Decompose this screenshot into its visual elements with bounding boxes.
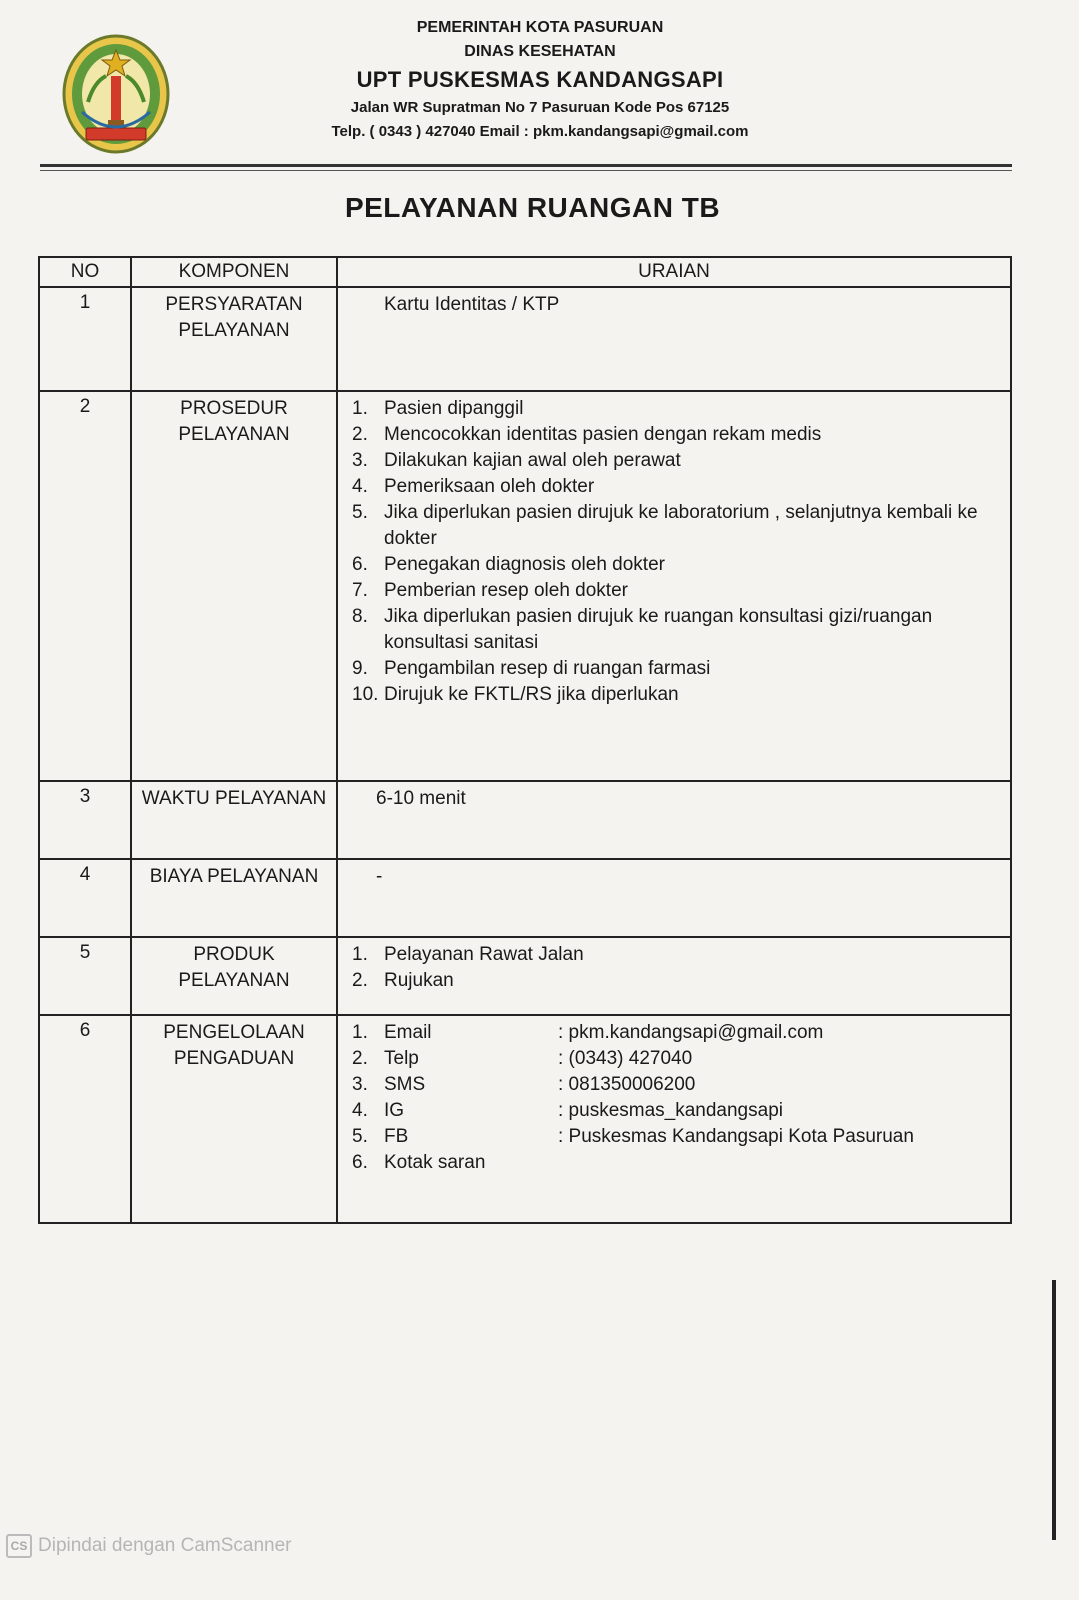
row-komponen: PRODUK PELAYANAN	[131, 937, 337, 1015]
header-no: NO	[39, 257, 131, 287]
row-no: 2	[39, 391, 131, 781]
item-number: 10.	[352, 684, 379, 705]
list-item	[352, 682, 1004, 708]
contact-label: SMS	[384, 1074, 426, 1095]
item-number: 3.	[352, 450, 368, 471]
item-text: Pengambilan resep di ruangan farmasi	[384, 658, 711, 679]
table-row	[39, 859, 1011, 937]
procedure-list	[344, 396, 1004, 708]
city-emblem-logo	[60, 32, 172, 156]
letterhead-divider	[40, 164, 1012, 167]
item-text: Dilakukan kajian awal oleh perawat	[384, 450, 681, 471]
item-number: 8.	[352, 606, 368, 627]
item-text: Pasien dipanggil	[384, 398, 524, 419]
item-number: 4.	[352, 1100, 368, 1121]
row-komponen: PROSEDUR PELAYANAN	[131, 391, 337, 781]
table-header-row	[39, 257, 1011, 287]
address: Jalan WR Supratman No 7 Pasuruan Kode Pos 67125	[350, 99, 730, 116]
item-text: Penegakan diagnosis oleh dokter	[384, 554, 665, 575]
list-item	[352, 1072, 1004, 1098]
letterhead	[260, 16, 820, 144]
contact-value: : pkm.kandangsapi@gmail.com	[558, 1022, 824, 1043]
document-title: PELAYANAN RUANGAN TB	[344, 192, 721, 223]
contact-value	[558, 1150, 1004, 1176]
item-number: 2.	[352, 970, 368, 991]
list-item	[352, 1098, 1004, 1124]
header-komponen: KOMPONEN	[131, 257, 337, 287]
item-text: Jika diperlukan pasien dirujuk ke ruangan konsultasi gizi/ruangan konsultasi sanitasi	[384, 606, 933, 653]
list-item	[352, 396, 1004, 422]
item-text: Dirujuk ke FKTL/RS jika diperlukan	[384, 684, 679, 705]
row-uraian	[337, 859, 1011, 937]
product-list	[344, 942, 1004, 994]
table-row	[39, 937, 1011, 1015]
list-item	[352, 656, 1004, 682]
row-no: 4	[39, 859, 131, 937]
list-item	[352, 1150, 1004, 1176]
item-number: 5.	[352, 502, 368, 523]
list-item	[352, 474, 1004, 500]
list-item	[352, 968, 1004, 994]
item-text: Pemeriksaan oleh dokter	[384, 476, 595, 497]
contact-label: Kotak saran	[384, 1152, 486, 1173]
row-uraian	[337, 781, 1011, 859]
row-komponen: BIAYA PELAYANAN	[131, 859, 337, 937]
table-row	[39, 391, 1011, 781]
item-number: 1.	[352, 398, 368, 419]
list-item	[352, 578, 1004, 604]
contact-label: Email	[384, 1022, 432, 1043]
table-row	[39, 287, 1011, 391]
list-item	[352, 552, 1004, 578]
item-number: 4.	[352, 476, 368, 497]
contact-value: : puskesmas_kandangsapi	[558, 1100, 783, 1121]
item-number: 5.	[352, 1126, 368, 1147]
list-item	[352, 942, 1004, 968]
row-komponen: PERSYARATAN PELAYANAN	[131, 287, 337, 391]
contact-line: Telp. ( 0343 ) 427040 Email : pkm.kandangsapi@gmail.com	[331, 123, 749, 140]
institution-name: UPT PUSKESMAS KANDANGSAPI	[356, 67, 724, 92]
watermark-text: Dipindai dengan CamScanner	[38, 1535, 292, 1556]
item-text: Pemberian resep oleh dokter	[384, 580, 628, 601]
camscanner-icon: CS	[6, 1534, 32, 1558]
row-komponen: WAKTU PELAYANAN	[131, 781, 337, 859]
item-text: Mencocokkan identitas pasien dengan rekam medis	[384, 424, 822, 445]
uraian-text: -	[376, 866, 383, 887]
item-number: 2.	[352, 1048, 368, 1069]
table-row	[39, 1015, 1011, 1223]
item-number: 3.	[352, 1074, 368, 1095]
row-no: 1	[39, 287, 131, 391]
contact-label: FB	[384, 1126, 409, 1147]
list-item	[352, 448, 1004, 474]
contact-value: : Puskesmas Kandangsapi Kota Pasuruan	[558, 1126, 914, 1147]
list-item	[352, 1020, 1004, 1046]
department-name: DINAS KESEHATAN	[464, 43, 616, 60]
item-number: 1.	[352, 944, 368, 965]
row-uraian	[337, 1015, 1011, 1223]
item-number: 2.	[352, 424, 368, 445]
item-number: 6.	[352, 554, 368, 575]
item-number: 9.	[352, 658, 368, 679]
list-item	[352, 1046, 1004, 1072]
list-item	[352, 1124, 1004, 1150]
list-item	[352, 604, 1004, 656]
row-uraian	[337, 287, 1011, 391]
row-no: 5	[39, 937, 131, 1015]
service-table	[38, 256, 1012, 1224]
row-no: 3	[39, 781, 131, 859]
complaint-contacts	[344, 1020, 1004, 1176]
uraian-text: Kartu Identitas / KTP	[384, 294, 560, 315]
table-row	[39, 781, 1011, 859]
row-no: 6	[39, 1015, 131, 1223]
header-uraian: URAIAN	[337, 257, 1011, 287]
list-item	[352, 500, 1004, 552]
uraian-text: 6-10 menit	[376, 788, 466, 809]
list-item	[352, 422, 1004, 448]
row-uraian	[337, 391, 1011, 781]
item-text: Rujukan	[384, 970, 454, 991]
contact-value: : 081350006200	[558, 1074, 696, 1095]
item-number: 1.	[352, 1022, 368, 1043]
row-komponen: PENGELOLAAN PENGADUAN	[131, 1015, 337, 1223]
item-text: Pelayanan Rawat Jalan	[384, 944, 584, 965]
contact-label: IG	[384, 1100, 405, 1121]
row-uraian	[337, 937, 1011, 1015]
letterhead-divider-thin	[40, 170, 1012, 171]
contact-label: Telp	[384, 1048, 419, 1069]
scanner-watermark	[6, 1534, 292, 1558]
item-number: 6.	[352, 1152, 368, 1173]
government-name: PEMERINTAH KOTA PASURUAN	[416, 19, 664, 36]
scan-edge-shadow	[1052, 1280, 1056, 1540]
item-text: Jika diperlukan pasien dirujuk ke laboratorium , selanjutnya kembali ke dokter	[384, 502, 978, 549]
contact-value: : (0343) 427040	[558, 1048, 693, 1069]
item-number: 7.	[352, 580, 368, 601]
